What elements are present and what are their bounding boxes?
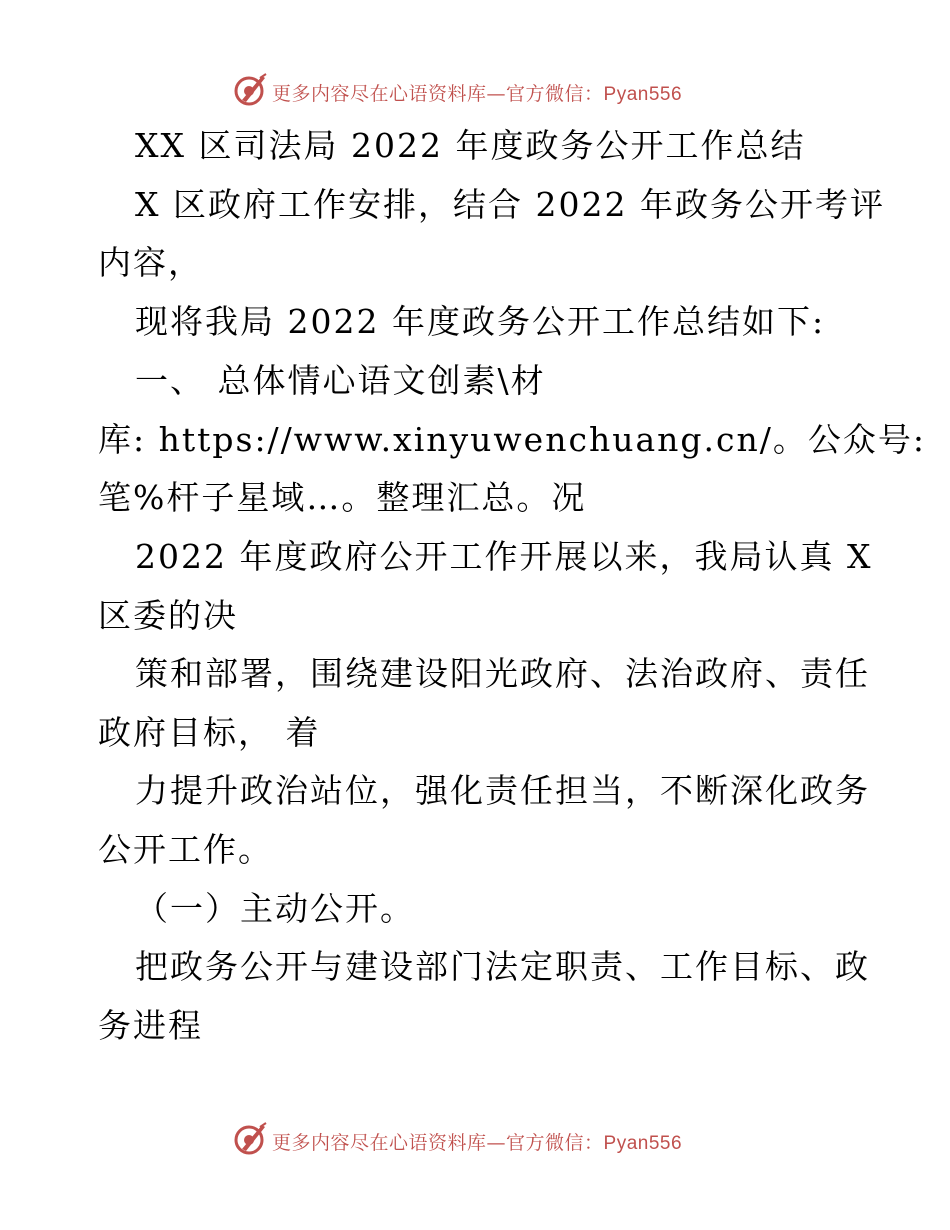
paragraph-line: 公开工作。 <box>98 830 273 869</box>
footer-banner-text <box>272 1128 682 1155</box>
header-site-text: 更多内容尽在心语资料库 <box>272 83 487 105</box>
document-title: XX 区司法局 2022 年度政务公开工作总结 <box>135 126 806 165</box>
paragraph-line: 2022 年度政府公开工作开展以来，我局认真 X <box>135 537 873 576</box>
header-banner <box>0 72 950 112</box>
paragraph-line: 区委的决 <box>98 596 238 635</box>
paragraph-line: 把政务公开与建设部门法定职责、工作目标、政 <box>135 947 870 986</box>
quill-logo-icon <box>232 1121 268 1157</box>
paragraph-line: 政府目标， 着 <box>98 713 321 752</box>
footer-wechat-label: 官方微信： <box>506 1132 604 1154</box>
paragraph-line: 库: https://www.xinyuwenchuang.cn/。公众号: <box>98 420 926 459</box>
footer-banner <box>0 1121 950 1161</box>
header-dash: — <box>486 83 507 105</box>
quill-logo-icon <box>232 72 268 108</box>
paragraph-line: X 区政府工作安排，结合 2022 年政务公开考评 <box>135 185 885 224</box>
paragraph-line: 策和部署，围绕建设阳光政府、法治政府、责任 <box>135 654 870 693</box>
footer-wechat-account: Pyan556 <box>603 1133 683 1154</box>
footer-site-text: 更多内容尽在心语资料库 <box>272 1132 487 1154</box>
subsection-heading: （一）主动公开。 <box>135 889 415 928</box>
footer-dash: — <box>486 1132 507 1154</box>
paragraph-line: 务进程 <box>98 1006 203 1045</box>
header-wechat-account: Pyan556 <box>603 84 683 105</box>
paragraph-line: 笔%杆子星域…。整理汇总。况 <box>98 478 587 517</box>
section-heading: 一、 总体情心语文创素\材 <box>135 361 546 400</box>
paragraph-line: 力提升政治站位，强化责任担当，不断深化政务 <box>135 771 870 810</box>
paragraph-line: 现将我局 2022 年度政务公开工作总结如下: <box>135 302 826 341</box>
header-banner-text <box>272 79 682 106</box>
paragraph-line: 内容， <box>98 243 203 282</box>
header-wechat-label: 官方微信： <box>506 83 604 105</box>
